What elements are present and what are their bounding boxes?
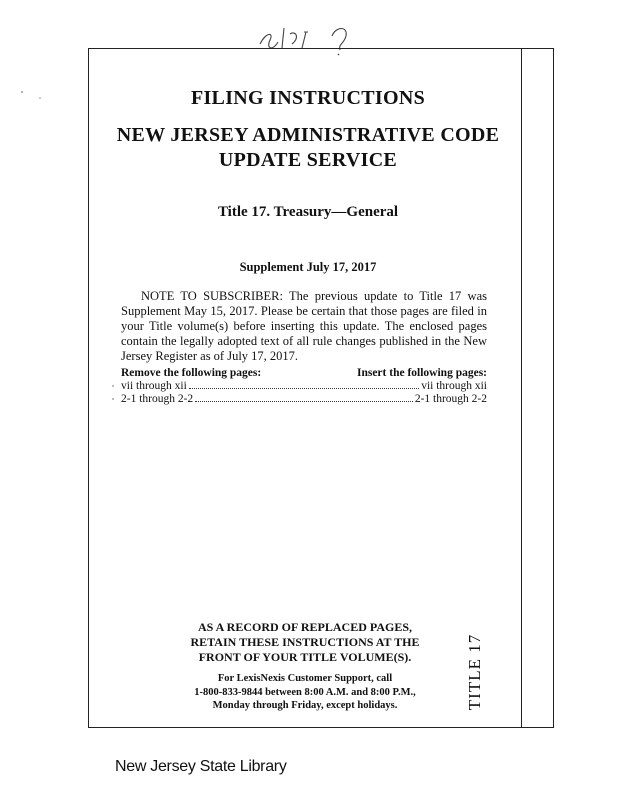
tab-divider <box>521 48 522 728</box>
remove-pages: 2-1 through 2-2 <box>121 393 194 405</box>
remove-header: Remove the following pages: <box>121 367 262 379</box>
page-row <box>121 393 487 406</box>
support-line1: For LexisNexis Customer Support, call <box>217 673 393 684</box>
page-list <box>121 367 487 406</box>
subscriber-note: NOTE TO SUBSCRIBER: The previous update to Title 17 was Supplement May 15, 2017. Please be certain that those pages are filed in your Title volume(s) before inserting this update. The enclosed pages contain the legally adopted text of all rule changes published in the New Jersey Register as of July 17, 2017. <box>121 289 487 363</box>
title-line: Title 17. Treasury—General <box>217 204 399 220</box>
record-line1: AS A RECORD OF REPLACED PAGES, <box>197 620 413 634</box>
insert-pages: vii through xii <box>421 380 487 392</box>
code-heading-line2: UPDATE SERVICE <box>218 149 398 171</box>
code-heading-line1: NEW JERSEY ADMINISTRATIVE CODE <box>116 124 500 146</box>
page-list-header <box>121 367 487 380</box>
insert-pages: 2-1 through 2-2 <box>414 393 487 405</box>
code-heading <box>96 123 520 173</box>
tab-label <box>455 612 495 732</box>
supplement-date: Supplement July 17, 2017 <box>239 260 377 274</box>
insert-header: Insert the following pages: <box>356 367 487 379</box>
page-row <box>121 380 487 393</box>
leader-dots <box>195 401 413 402</box>
filing-instructions-heading: FILING INSTRUCTIONS <box>190 87 426 109</box>
record-notice <box>150 620 460 665</box>
support-line3: Monday through Friday, except holidays. <box>212 700 398 711</box>
customer-support <box>150 672 460 713</box>
record-line3: FRONT OF YOUR TITLE VOLUME(S). <box>198 650 412 664</box>
record-line2: RETAIN THESE INSTRUCTIONS AT THE <box>190 635 420 649</box>
remove-pages: vii through xii <box>121 380 187 392</box>
library-stamp: New Jersey State Library <box>115 758 287 775</box>
support-line2: 1-800-833-9844 between 8:00 A.M. and 8:00 P.M., <box>194 686 416 698</box>
leader-dots <box>189 388 419 389</box>
tab-label-text: TITLE 17 <box>465 633 485 711</box>
